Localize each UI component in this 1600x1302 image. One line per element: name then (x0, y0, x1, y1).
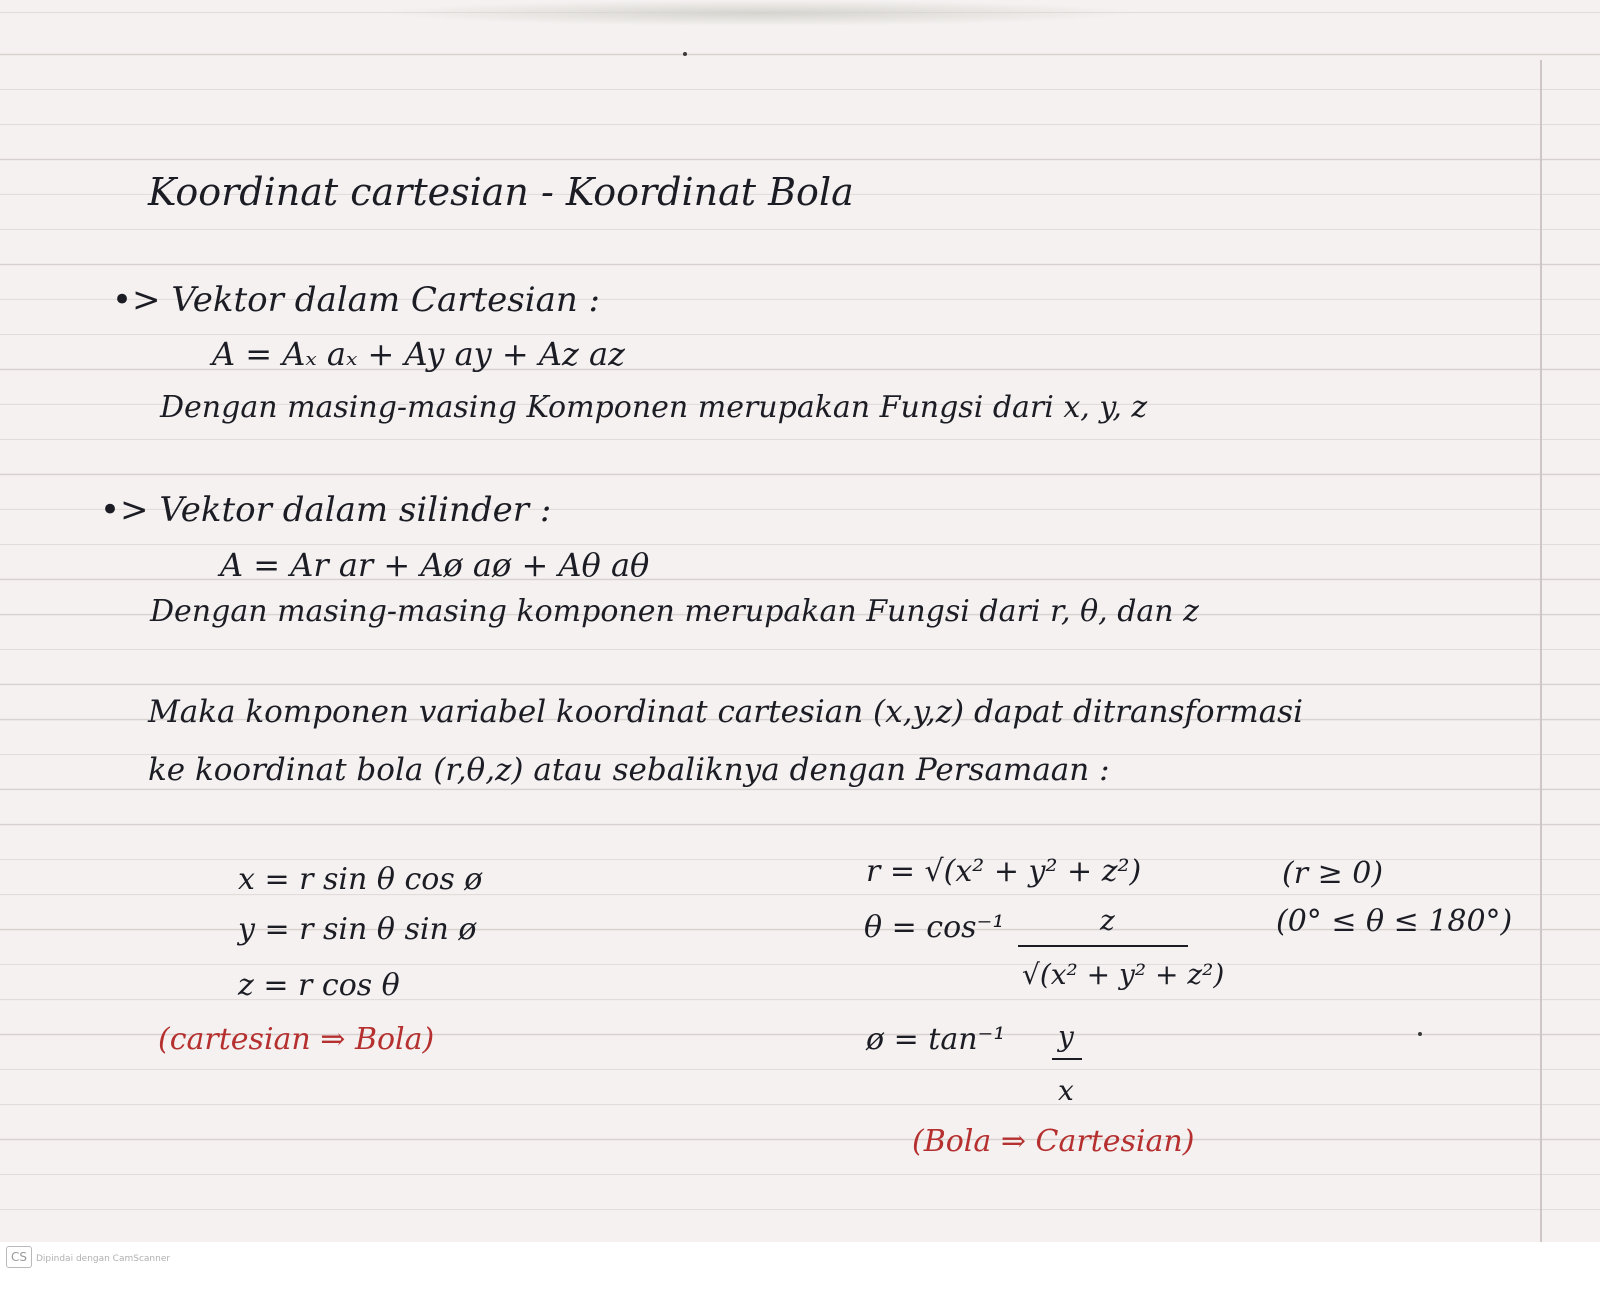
formula-z: z = r cos θ (238, 968, 400, 1003)
formula-phi-denominator: x (1058, 1074, 1074, 1107)
heading-cartesian: •> Vektor dalam Cartesian : (112, 280, 601, 320)
equation-silinder: A = Ar ar + Aø aø + Aθ aθ (220, 546, 650, 584)
paragraph-line-1: Maka komponen variabel koordinat cartesian (x,y,z) dapat ditransformasi (148, 694, 1304, 730)
formula-r: r = √(x² + y² + z²) (866, 854, 1142, 889)
page-title: Koordinat cartesian - Koordinat Bola (148, 170, 854, 214)
condition-theta: (0° ≤ θ ≤ 180°) (1276, 904, 1513, 939)
paragraph-line-2: ke koordinat bola (r,θ,z) atau sebaliknya dengan Persamaan : (148, 752, 1110, 788)
formula-theta-lhs: θ = cos⁻¹ (864, 910, 1005, 945)
equation-cartesian: A = Aₓ aₓ + Ay ay + Az az (212, 335, 625, 373)
condition-r: (r ≥ 0) (1282, 856, 1384, 891)
formula-theta-denominator: √(x² + y² + z²) (1022, 958, 1225, 991)
camscanner-logo: CS (6, 1246, 32, 1268)
scan-footer (0, 1242, 1600, 1302)
page-shadow (380, 0, 1140, 26)
camscanner-watermark: Dipindai dengan CamScanner (36, 1254, 171, 1264)
label-bola-to-cartesian: (Bola ⇒ Cartesian) (912, 1124, 1195, 1159)
ink-dot (1418, 1032, 1422, 1036)
formula-theta-numerator: z (1100, 904, 1115, 937)
fraction-bar-phi (1052, 1058, 1082, 1060)
margin-line (1540, 60, 1542, 1260)
label-cartesian-to-bola: (cartesian ⇒ Bola) (158, 1022, 435, 1057)
heading-silinder: •> Vektor dalam silinder : (100, 490, 552, 530)
note-cartesian: Dengan masing-masing Komponen merupakan Fungsi dari x, y, z (160, 390, 1148, 425)
fraction-bar-theta (1018, 945, 1188, 947)
formula-phi-numerator: y (1058, 1020, 1074, 1053)
note-silinder: Dengan masing-masing komponen merupakan Fungsi dari r, θ, dan z (150, 594, 1199, 629)
formula-y: y = r sin θ sin ø (238, 912, 477, 947)
formula-phi-lhs: ø = tan⁻¹ (866, 1022, 1006, 1057)
formula-x: x = r sin θ cos ø (238, 862, 483, 897)
ink-dot (683, 52, 687, 56)
